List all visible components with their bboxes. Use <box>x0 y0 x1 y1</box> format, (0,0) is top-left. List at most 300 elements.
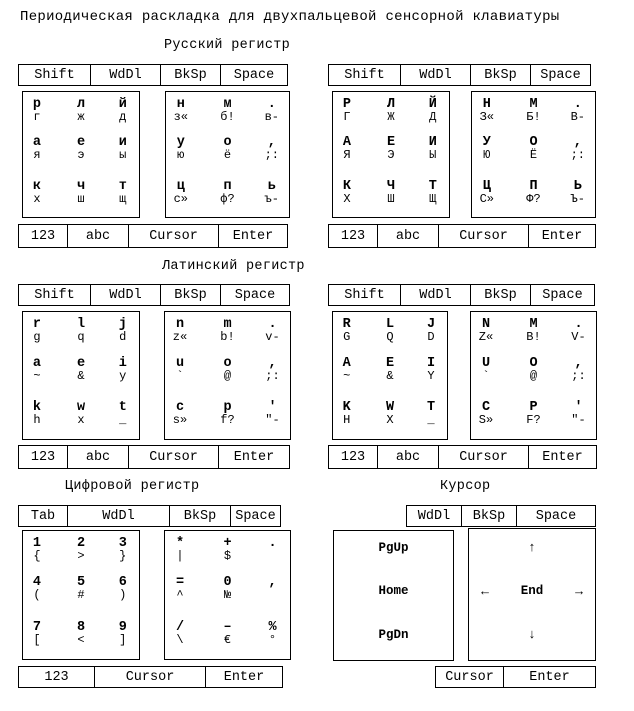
arrow-down-icon: ↓ <box>528 627 536 642</box>
section-title-cursor: Курсор <box>440 479 491 494</box>
key-cell[interactable] <box>471 357 501 383</box>
key-alt-char: [ <box>33 632 41 647</box>
top-bar <box>328 284 595 306</box>
page-title: Периодическая раскладка для двухпальцевой сенсорной клавиатуры <box>20 9 560 25</box>
key-main-char: / <box>175 619 185 635</box>
key-cell[interactable] <box>66 98 96 124</box>
key-main-char: . <box>268 536 277 551</box>
key-cell[interactable] <box>66 537 96 563</box>
key-main-char: Ц <box>482 178 491 194</box>
key-cell[interactable] <box>376 98 406 124</box>
key-main-char: A <box>342 356 351 372</box>
key-alt-char: д <box>119 110 127 124</box>
pgdn-key: PgDn <box>378 628 409 642</box>
key-alt-char: z« <box>172 330 188 344</box>
cursor-nav-panel <box>333 530 454 661</box>
end-key: End <box>520 584 544 598</box>
key-main-char: a <box>32 356 41 372</box>
key-alt-char: & <box>386 369 394 384</box>
key-main-char: i <box>118 356 127 372</box>
key-main-char: а <box>32 135 41 151</box>
bottom-bar <box>18 445 290 469</box>
key-alt-char: я <box>33 148 41 163</box>
key-cell[interactable] <box>563 136 593 162</box>
key-alt-char: щ <box>119 191 127 206</box>
key-alt-char: ^ <box>176 588 184 603</box>
key-cell[interactable] <box>108 136 138 162</box>
key-cell[interactable] <box>472 98 502 124</box>
bar-key-shift[interactable]: Shift <box>19 285 91 305</box>
key-alt-char: d <box>119 330 127 344</box>
key-alt-char: ` <box>482 369 490 384</box>
key-cell[interactable] <box>22 621 52 647</box>
bar-key-bksp[interactable]: BkSp <box>462 506 517 526</box>
key-cell[interactable] <box>332 357 362 383</box>
key-main-char: ' <box>574 399 583 415</box>
key-cell[interactable] <box>22 180 52 206</box>
bar-key-enter[interactable]: Enter <box>542 449 583 465</box>
key-cell[interactable] <box>213 621 243 647</box>
key-main-char: % <box>268 619 277 635</box>
bar-key-bksp[interactable]: BkSp <box>471 65 531 85</box>
key-alt-char: Ъ- <box>570 191 585 206</box>
key-cell[interactable] <box>66 180 96 206</box>
key-main-char: – <box>223 619 232 635</box>
key-main-char: K <box>342 399 351 415</box>
key-cell[interactable] <box>166 180 196 206</box>
key-cell[interactable] <box>564 318 594 344</box>
bar-key-123[interactable]: 123 <box>19 446 68 468</box>
bar-key-123[interactable]: 123 <box>19 225 68 247</box>
key-main-char: w <box>76 399 86 415</box>
bar-key-abc[interactable]: abc <box>68 446 129 468</box>
key-main-char: Н <box>482 97 491 112</box>
key-cell[interactable] <box>564 401 594 427</box>
key-alt-char: _ <box>119 412 127 427</box>
key-cell[interactable] <box>519 180 549 206</box>
key-main-char: А <box>342 135 351 151</box>
key-cell[interactable] <box>22 537 52 563</box>
key-alt-char: ю <box>177 148 185 163</box>
key-cell[interactable] <box>165 576 195 602</box>
section-title-latin: Латинский регистр <box>162 259 305 274</box>
key-cell[interactable] <box>108 357 138 383</box>
key-alt-char: Я <box>343 148 351 163</box>
section-title-russian: Русский регистр <box>164 38 291 53</box>
key-alt-char: D <box>427 330 435 344</box>
home-key: Home <box>378 584 409 598</box>
key-main-char: . <box>573 97 582 112</box>
key-alt-char: & <box>77 369 85 384</box>
key-cell[interactable] <box>213 537 243 563</box>
key-cell[interactable] <box>66 318 96 344</box>
bar-key-bksp[interactable]: BkSp <box>170 506 231 526</box>
key-alt-char: h <box>33 412 41 427</box>
key-main-char: c <box>175 399 185 415</box>
key-main-char: N <box>481 317 491 332</box>
key-cell[interactable] <box>258 401 288 427</box>
key-cell[interactable] <box>375 401 405 427</box>
key-cell[interactable] <box>108 621 138 647</box>
key-main-char: U <box>481 356 491 372</box>
key-alt-char: ж <box>77 110 85 124</box>
key-main-char: ' <box>268 399 277 415</box>
key-alt-char: ~ <box>33 369 41 384</box>
key-alt-char: № <box>223 588 232 603</box>
key-cell[interactable] <box>258 576 288 602</box>
key-cell[interactable] <box>376 136 406 162</box>
key-main-char: Л <box>386 97 396 112</box>
bar-key-enter[interactable]: Enter <box>223 669 265 685</box>
key-cell[interactable] <box>108 318 138 344</box>
key-cell[interactable] <box>332 98 362 124</box>
key-main-char: J <box>426 317 436 332</box>
key-alt-char: ;: <box>264 148 279 163</box>
bottom-bar <box>18 666 283 688</box>
key-alt-char: Ф? <box>526 191 541 206</box>
key-main-char: 2 <box>76 536 86 551</box>
key-alt-char: < <box>77 632 85 647</box>
key-main-char: Т <box>428 178 437 194</box>
key-alt-char: B! <box>526 330 541 344</box>
key-alt-char: В- <box>570 110 585 124</box>
key-alt-char: y <box>119 369 127 384</box>
key-alt-char: ;: <box>570 148 585 163</box>
key-alt-char: ) <box>119 588 127 603</box>
key-cell[interactable] <box>472 136 502 162</box>
letter-grid <box>22 91 140 218</box>
key-main-char: E <box>385 356 395 372</box>
key-cell[interactable] <box>165 357 195 383</box>
bar-key-space[interactable]: Space <box>234 287 276 303</box>
key-cell[interactable] <box>332 401 362 427</box>
key-alt-char: @ <box>529 369 538 384</box>
bar-key-wddl[interactable]: WdDl <box>91 285 161 305</box>
key-alt-char: з« <box>173 110 188 124</box>
key-main-char: Е <box>386 135 396 151</box>
key-alt-char: ~ <box>343 369 351 384</box>
key-main-char: Р <box>342 97 351 112</box>
key-cell[interactable] <box>416 357 446 383</box>
key-main-char: О <box>529 135 538 151</box>
key-main-char: 4 <box>32 575 41 591</box>
letter-grid <box>471 91 596 218</box>
bar-key-wddl[interactable]: WdDl <box>401 285 471 305</box>
bar-key-cursor[interactable]: Cursor <box>129 225 219 247</box>
bar-key-wddl[interactable]: WdDl <box>407 506 462 526</box>
key-cell[interactable] <box>66 136 96 162</box>
key-alt-char: S» <box>478 412 494 427</box>
key-cell[interactable] <box>258 357 288 383</box>
key-alt-char: Ё <box>529 148 538 163</box>
key-alt-char: "- <box>571 412 586 427</box>
key-cell[interactable] <box>375 357 405 383</box>
key-main-char: P <box>529 399 538 415</box>
top-bar <box>406 505 596 527</box>
bar-key-abc[interactable]: abc <box>68 225 129 247</box>
key-main-char: C <box>481 399 491 415</box>
top-bar <box>18 64 288 86</box>
bar-key-shift[interactable]: Shift <box>329 65 401 85</box>
bar-key-bksp[interactable]: BkSp <box>161 285 221 305</box>
key-cell[interactable] <box>471 318 501 344</box>
key-alt-char: ` <box>176 369 184 384</box>
key-main-char: ч <box>76 178 86 194</box>
key-cell[interactable] <box>22 576 52 602</box>
bar-key-cursor[interactable]: Cursor <box>436 667 504 687</box>
key-main-char: W <box>385 399 395 415</box>
bar-key-space[interactable]: Space <box>235 508 276 524</box>
key-main-char: 0 <box>223 575 232 591</box>
key-main-char: , <box>267 135 276 151</box>
key-main-char: у <box>176 135 185 151</box>
key-cell[interactable] <box>165 318 195 344</box>
bar-key-123[interactable]: 123 <box>329 446 378 468</box>
key-cell[interactable] <box>66 401 96 427</box>
key-main-char: , <box>268 356 277 372</box>
key-cell[interactable] <box>108 180 138 206</box>
key-alt-char: f? <box>220 412 235 427</box>
key-main-char: O <box>529 356 538 372</box>
key-main-char: н <box>176 97 185 112</box>
key-alt-char: # <box>77 588 85 603</box>
letter-grid <box>332 91 450 218</box>
bar-key-wddl[interactable]: WdDl <box>68 506 170 526</box>
key-cell[interactable] <box>213 576 243 602</box>
key-alt-char: F? <box>526 412 541 427</box>
key-alt-char: @ <box>223 369 232 384</box>
arrow-right-icon: → <box>575 584 583 599</box>
key-alt-char: X <box>386 412 394 427</box>
key-main-char: , <box>268 575 277 591</box>
key-alt-char: } <box>119 549 127 563</box>
bar-key-cursor[interactable]: Cursor <box>95 667 206 687</box>
key-cell[interactable] <box>165 401 195 427</box>
key-alt-char: Z« <box>478 330 494 344</box>
key-main-char: u <box>175 356 185 372</box>
key-cell[interactable] <box>22 357 52 383</box>
key-main-char: R <box>342 317 351 332</box>
key-alt-char: V- <box>571 330 586 344</box>
key-cell[interactable] <box>418 136 448 162</box>
key-cell[interactable] <box>66 621 96 647</box>
bar-key-bksp[interactable]: BkSp <box>471 285 531 305</box>
bottom-bar <box>328 224 596 248</box>
key-cell[interactable] <box>22 401 52 427</box>
key-cell[interactable] <box>213 98 243 124</box>
key-cell[interactable] <box>108 401 138 427</box>
bar-key-abc[interactable]: abc <box>378 446 439 468</box>
key-cell[interactable] <box>416 401 446 427</box>
key-alt-char: Ы <box>429 148 437 163</box>
key-alt-char: ё <box>223 148 232 163</box>
bar-key-space[interactable]: Space <box>542 287 583 303</box>
pgup-key: PgUp <box>378 541 409 555</box>
key-alt-char: ;: <box>571 369 586 384</box>
key-alt-char: "- <box>265 412 280 427</box>
key-cell[interactable] <box>564 357 594 383</box>
key-cell[interactable] <box>332 136 362 162</box>
bar-key-enter[interactable]: Enter <box>541 228 583 244</box>
cursor-arrow-panel <box>468 528 596 661</box>
bar-key-123[interactable]: 123 <box>329 225 378 247</box>
key-alt-char: G <box>343 330 351 344</box>
key-cell[interactable] <box>213 136 243 162</box>
key-cell[interactable] <box>108 576 138 602</box>
key-cell[interactable] <box>258 318 288 344</box>
key-cell[interactable] <box>376 180 406 206</box>
key-cell[interactable] <box>165 621 195 647</box>
key-main-char: о <box>223 135 232 151</box>
key-main-char: е <box>76 135 86 151</box>
bar-key-enter[interactable]: Enter <box>232 228 274 244</box>
key-cell[interactable] <box>375 318 405 344</box>
key-alt-char: г <box>33 110 41 124</box>
key-cell[interactable] <box>213 401 243 427</box>
key-cell[interactable] <box>519 136 549 162</box>
key-main-char: p <box>223 399 232 415</box>
bar-key-shift[interactable]: Shift <box>19 65 91 85</box>
key-alt-char: s» <box>172 412 188 427</box>
bar-key-wddl[interactable]: WdDl <box>91 65 161 85</box>
key-cell[interactable] <box>22 318 52 344</box>
key-main-char: = <box>175 575 185 591</box>
key-alt-char: _ <box>427 412 435 427</box>
key-alt-char: Г <box>343 110 351 124</box>
key-main-char: П <box>529 178 538 194</box>
key-cell[interactable] <box>418 98 448 124</box>
key-main-char: И <box>428 135 437 151</box>
key-cell[interactable] <box>66 357 96 383</box>
key-cell[interactable] <box>258 537 288 563</box>
key-alt-char: { <box>33 549 41 563</box>
arrow-up-icon: ↑ <box>528 540 536 555</box>
key-cell[interactable] <box>22 98 52 124</box>
key-cell[interactable] <box>257 180 287 206</box>
key-main-char: m <box>223 317 232 332</box>
key-cell[interactable] <box>332 318 362 344</box>
key-main-char: к <box>32 178 41 194</box>
key-main-char: К <box>342 178 351 194</box>
bar-key-abc[interactable]: abc <box>378 225 439 247</box>
bar-key-cursor[interactable]: Cursor <box>129 446 219 468</box>
key-cell[interactable] <box>22 136 52 162</box>
letter-grid <box>332 311 448 440</box>
key-alt-char: ы <box>119 148 127 163</box>
key-cell[interactable] <box>108 537 138 563</box>
bar-key-bksp[interactable]: BkSp <box>161 65 221 85</box>
key-cell[interactable] <box>213 318 243 344</box>
bar-key-enter[interactable]: Enter <box>233 449 275 465</box>
key-main-char: k <box>32 399 41 415</box>
key-main-char: , <box>573 135 582 151</box>
key-cell[interactable] <box>563 180 593 206</box>
key-cell[interactable] <box>472 180 502 206</box>
key-cell[interactable] <box>258 621 288 647</box>
key-main-char: 1 <box>32 536 41 551</box>
bar-key-cursor[interactable]: Cursor <box>439 446 529 468</box>
key-cell[interactable] <box>213 357 243 383</box>
key-alt-char: v- <box>265 330 280 344</box>
digit-grid <box>22 530 140 660</box>
key-alt-char: ° <box>268 632 277 647</box>
bar-key-shift[interactable]: Shift <box>329 285 401 305</box>
letter-grid <box>470 311 597 440</box>
bar-key-space[interactable]: Space <box>535 508 577 524</box>
key-main-char: j <box>118 317 127 332</box>
key-main-char: ц <box>176 178 185 194</box>
key-main-char: 5 <box>76 575 86 591</box>
key-cell[interactable] <box>418 180 448 206</box>
key-main-char: 3 <box>118 536 127 551</box>
key-main-char: r <box>32 317 41 332</box>
key-main-char: и <box>118 135 127 151</box>
arrow-left-icon: ← <box>481 584 489 599</box>
bar-key-tab[interactable]: Tab <box>19 506 68 526</box>
key-main-char: L <box>385 317 395 332</box>
key-cell[interactable] <box>519 401 549 427</box>
key-alt-char: Э <box>387 148 395 163</box>
bar-key-space[interactable]: Space <box>540 67 581 83</box>
letter-grid <box>164 311 291 440</box>
key-alt-char: $ <box>223 549 232 563</box>
key-cell[interactable] <box>332 180 362 206</box>
letter-grid <box>22 311 140 440</box>
key-main-char: Ь <box>573 178 582 194</box>
key-main-char: 8 <box>76 619 86 635</box>
key-cell[interactable] <box>257 136 287 162</box>
key-main-char: t <box>118 399 127 415</box>
key-main-char: м <box>223 97 232 112</box>
bar-key-123[interactable]: 123 <box>19 667 95 687</box>
key-cell[interactable] <box>519 98 549 124</box>
key-cell[interactable] <box>519 357 549 383</box>
key-cell[interactable] <box>213 180 243 206</box>
key-cell[interactable] <box>108 98 138 124</box>
key-alt-char <box>258 550 288 563</box>
key-cell[interactable] <box>416 318 446 344</box>
bottom-bar <box>328 445 597 469</box>
bar-key-cursor[interactable]: Cursor <box>439 225 529 247</box>
key-cell[interactable] <box>471 401 501 427</box>
key-main-char: т <box>118 178 127 194</box>
bar-key-wddl[interactable]: WdDl <box>401 65 471 85</box>
key-main-char: , <box>574 356 583 372</box>
bar-key-enter[interactable]: Enter <box>529 669 570 685</box>
key-cell[interactable] <box>66 576 96 602</box>
key-alt-char: H <box>343 412 351 427</box>
key-cell[interactable] <box>166 136 196 162</box>
key-cell[interactable] <box>166 98 196 124</box>
key-cell[interactable] <box>257 98 287 124</box>
section-title-digits: Цифровой регистр <box>65 479 200 494</box>
key-alt-char: б! <box>220 110 235 124</box>
key-cell[interactable] <box>165 537 195 563</box>
key-alt-char: ъ- <box>264 191 279 206</box>
key-alt-char: > <box>77 549 85 563</box>
key-alt-char: Ш <box>387 191 395 206</box>
key-alt-char: ф? <box>220 191 235 206</box>
key-main-char: ь <box>267 178 276 194</box>
key-alt-char: | <box>176 549 184 563</box>
key-cell[interactable] <box>519 318 549 344</box>
bar-key-space[interactable]: Space <box>233 67 275 83</box>
top-bar <box>328 64 591 86</box>
key-alt-char: € <box>223 632 232 647</box>
top-bar <box>18 505 281 527</box>
key-alt-char: в- <box>264 110 279 124</box>
key-cell[interactable] <box>563 98 593 124</box>
